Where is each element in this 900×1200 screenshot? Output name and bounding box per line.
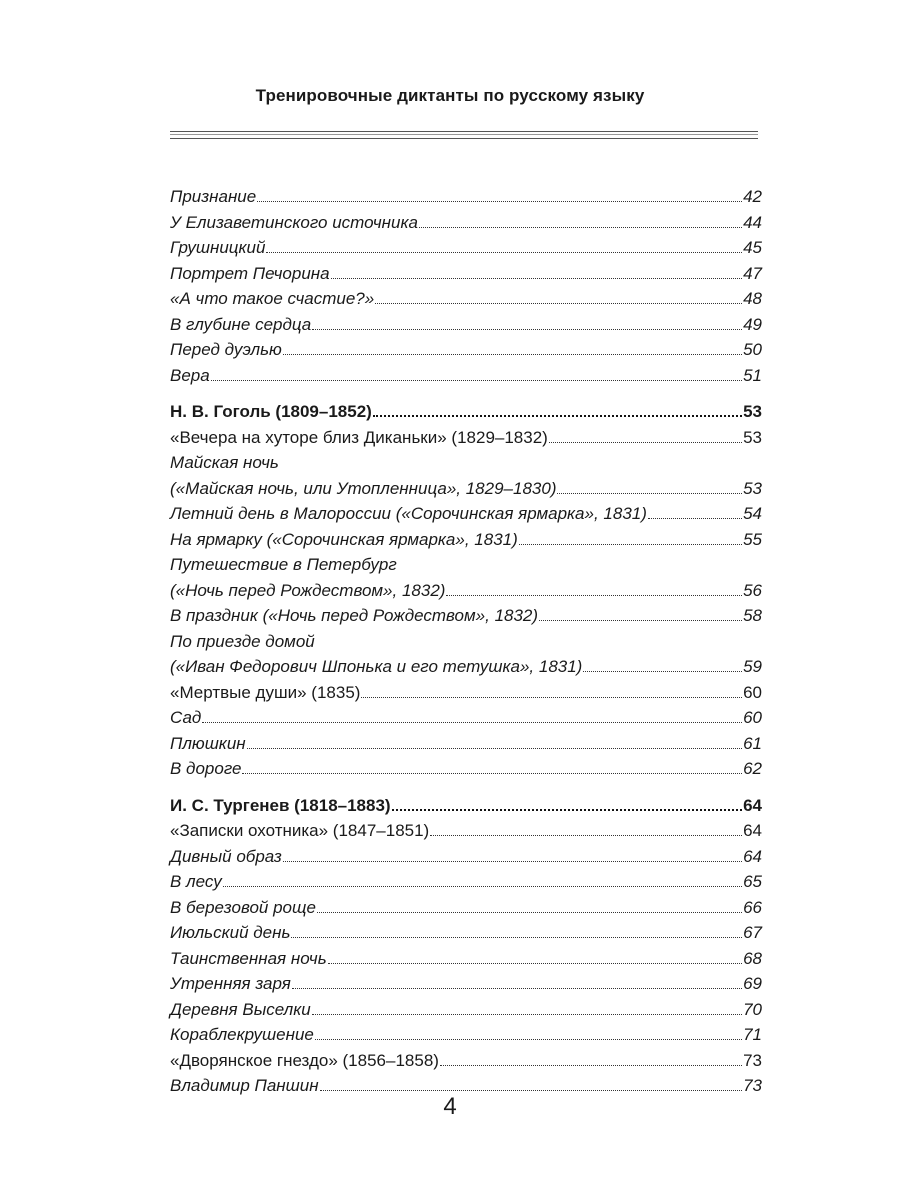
toc-leader-dots [440, 1065, 742, 1066]
toc-entry[interactable] [170, 869, 762, 895]
toc-leader-dots [375, 303, 742, 304]
toc-entry-page: 51 [743, 365, 762, 385]
toc-leader-dots [315, 1039, 742, 1040]
toc-entry-title: На ярмарку («Сорочинская ярмарка», 1831) [170, 529, 518, 549]
running-header-title: Тренировочные диктанты по русскому языку [255, 86, 645, 105]
toc-entry[interactable] [170, 946, 762, 972]
toc-entry-title: «Мертвые души» (1835) [170, 682, 361, 702]
toc-leader-dots [361, 697, 742, 698]
toc-entry-page: 56 [743, 580, 762, 600]
toc-leader-dots [211, 380, 742, 381]
toc-leader-dots [539, 620, 742, 621]
toc-entry-page: 69 [743, 974, 762, 993]
toc-leader-dots [583, 671, 742, 672]
toc-leader-dots [283, 354, 742, 355]
toc-entry-page: 68 [743, 948, 762, 968]
toc-entry[interactable] [170, 235, 762, 261]
toc-entry[interactable] [170, 1048, 762, 1074]
toc-leader-dots [247, 748, 742, 749]
toc-entry-title: «Записки охотника» (1847–1851) [170, 821, 430, 840]
toc-entry[interactable] [170, 818, 762, 844]
toc-entry[interactable] [170, 425, 762, 451]
toc-entry-title: («Иван Федорович Шпонька и его тетушка», 1831) [170, 657, 583, 676]
toc-leader-dots [430, 835, 742, 836]
toc-entry-page: 53 [743, 478, 762, 498]
toc-entry-page: 62 [743, 759, 762, 778]
toc-entry-page: 65 [743, 872, 762, 891]
toc-entry[interactable] [170, 337, 762, 363]
toc-entry-page: 67 [743, 923, 762, 942]
toc-entry-page: 60 [743, 682, 762, 702]
toc-entry-page: 64 [743, 846, 762, 866]
page-number: 4 [443, 1093, 457, 1120]
toc-entry[interactable] [170, 261, 762, 287]
toc-entry-page: 48 [743, 289, 762, 308]
toc-entry[interactable] [170, 578, 762, 604]
toc-entry-title: «Вечера на хуторе близ Диканьки» (1829–1832) [170, 427, 548, 447]
toc-entry-page: 58 [743, 606, 762, 625]
section-spacer [170, 388, 762, 394]
header-double-rule [170, 131, 758, 139]
toc-entry-title: («Ночь перед Рождеством», 1832) [170, 580, 446, 600]
toc-entry-page: 73 [743, 1076, 762, 1095]
toc-entry-page: 42 [743, 187, 762, 206]
toc-leader-dots [446, 595, 742, 596]
toc-entry-title: Портрет Печорина [170, 263, 330, 283]
toc-entry-title: Летний день в Малороссии («Сорочинская ярмарка», 1831) [170, 504, 647, 523]
toc-section-title: Н. В. Гоголь (1809–1852) [170, 402, 372, 421]
toc-leader-dots [292, 988, 742, 989]
toc-entry-title: Майская ночь [170, 453, 279, 472]
toc-entry-title: В праздник («Ночь перед Рождеством», 1832) [170, 606, 539, 625]
toc-entry-title: В дороге [170, 759, 242, 778]
toc-entry[interactable] [170, 286, 762, 312]
toc-entry-page: 54 [743, 504, 762, 523]
toc-leader-dots [320, 1090, 743, 1091]
toc-entry-title: Вера [170, 365, 210, 385]
toc-entry-title: («Майская ночь, или Утопленница», 1829–1830) [170, 478, 557, 498]
toc-leader-dots [202, 722, 742, 723]
toc-entry[interactable] [170, 844, 762, 870]
toc-entry[interactable] [170, 731, 762, 757]
toc-entry[interactable] [170, 756, 762, 782]
toc-entry[interactable] [170, 654, 762, 680]
toc-entry-page: 44 [743, 212, 762, 232]
toc-entry-page: 55 [743, 529, 762, 549]
toc-entry[interactable] [170, 184, 762, 210]
toc-entry[interactable] [170, 501, 762, 527]
toc-entry-page: 47 [743, 263, 762, 283]
toc-entry-title: По приезде домой [170, 631, 315, 651]
toc-entry[interactable] [170, 603, 762, 629]
toc-entry-page: 61 [743, 733, 762, 753]
toc-leader-dots [549, 442, 742, 443]
toc-entry-title: «Дворянское гнездо» (1856–1858) [170, 1050, 439, 1070]
toc-entry[interactable] [170, 997, 762, 1023]
toc-entry[interactable] [170, 476, 762, 502]
section-spacer [170, 782, 762, 788]
toc-entry[interactable] [170, 552, 762, 578]
toc-entry-title: Признание [170, 187, 257, 206]
toc-section-page: 53 [743, 402, 762, 421]
toc-entry[interactable] [170, 971, 762, 997]
toc-entry[interactable] [170, 210, 762, 236]
toc-entry-title: Перед дуэлью [170, 340, 282, 359]
toc-entry-page: 70 [743, 999, 762, 1019]
toc-entry-title: Грушницкий [170, 238, 266, 257]
toc-entry-title: В березовой роще [170, 897, 316, 917]
toc-entry-page: 64 [743, 821, 762, 840]
toc-entry-page: 71 [743, 1025, 762, 1044]
toc-entry[interactable] [170, 920, 762, 946]
toc-leader-dots [291, 937, 742, 938]
toc-leader-dots [312, 329, 742, 330]
toc-section-title: И. С. Тургенев (1818–1883) [170, 795, 391, 815]
toc-entry-title: Деревня Выселки [170, 999, 311, 1019]
toc-entry-title: Июльский день [170, 923, 291, 942]
toc-entry-title: Таинственная ночь [170, 948, 327, 968]
toc-entry[interactable] [170, 629, 762, 655]
toc-section-page: 64 [743, 795, 762, 815]
toc-entry[interactable] [170, 527, 762, 553]
toc-leader-dots [283, 861, 742, 862]
toc-entry[interactable] [170, 363, 762, 389]
toc-entry-page: 59 [743, 657, 762, 676]
toc-entry[interactable] [170, 705, 762, 731]
toc-leader-dots [317, 912, 742, 913]
toc-entry-page: 45 [743, 238, 762, 257]
toc-entry-page: 60 [743, 708, 762, 727]
toc-leader-dots [328, 963, 742, 964]
toc-entry-title: Путешествие в Петербург [170, 555, 397, 574]
toc-leader-dots [419, 227, 742, 228]
toc-section-gogol[interactable] [170, 399, 762, 425]
toc-entry-title: У Елизаветинского источника [170, 212, 418, 232]
toc-leader-dots [223, 886, 742, 887]
toc-leader-dots [519, 544, 742, 545]
toc-entry[interactable] [170, 1022, 762, 1048]
toc-entry-page: 66 [743, 897, 762, 917]
toc-leader-dots [312, 1014, 742, 1015]
toc-entry-page: 50 [743, 340, 762, 359]
table-of-contents [170, 184, 762, 1099]
toc-entry[interactable] [170, 312, 762, 338]
toc-leader-dots [557, 493, 742, 494]
toc-leader-dots [242, 773, 742, 774]
toc-entry-title: Владимир Паншин [170, 1076, 319, 1095]
toc-entry-title: В глубине сердца [170, 314, 312, 334]
toc-entry-title: Сад [170, 708, 202, 727]
toc-entry-page: 49 [743, 314, 762, 334]
toc-leader-dots [257, 201, 742, 202]
toc-leader-dots [648, 518, 742, 519]
toc-entry[interactable] [170, 450, 762, 476]
toc-leader-dots [373, 415, 742, 417]
toc-leader-dots [392, 809, 742, 811]
toc-leader-dots [331, 278, 742, 279]
toc-entry-title: В лесу [170, 872, 222, 891]
toc-entry[interactable] [170, 680, 762, 706]
toc-entry-page: 73 [743, 1050, 762, 1070]
toc-entry-title: Плюшкин [170, 733, 246, 753]
toc-entry-title: «А что такое счастие?» [170, 289, 375, 308]
toc-entry-title: Дивный образ [170, 846, 282, 866]
toc-leader-dots [266, 252, 742, 253]
toc-section-turgenev[interactable] [170, 793, 762, 819]
toc-entry-page: 53 [743, 427, 762, 447]
toc-entry-title: Утренняя заря [170, 974, 291, 993]
toc-entry[interactable] [170, 895, 762, 921]
toc-entry-title: Кораблекрушение [170, 1025, 314, 1044]
